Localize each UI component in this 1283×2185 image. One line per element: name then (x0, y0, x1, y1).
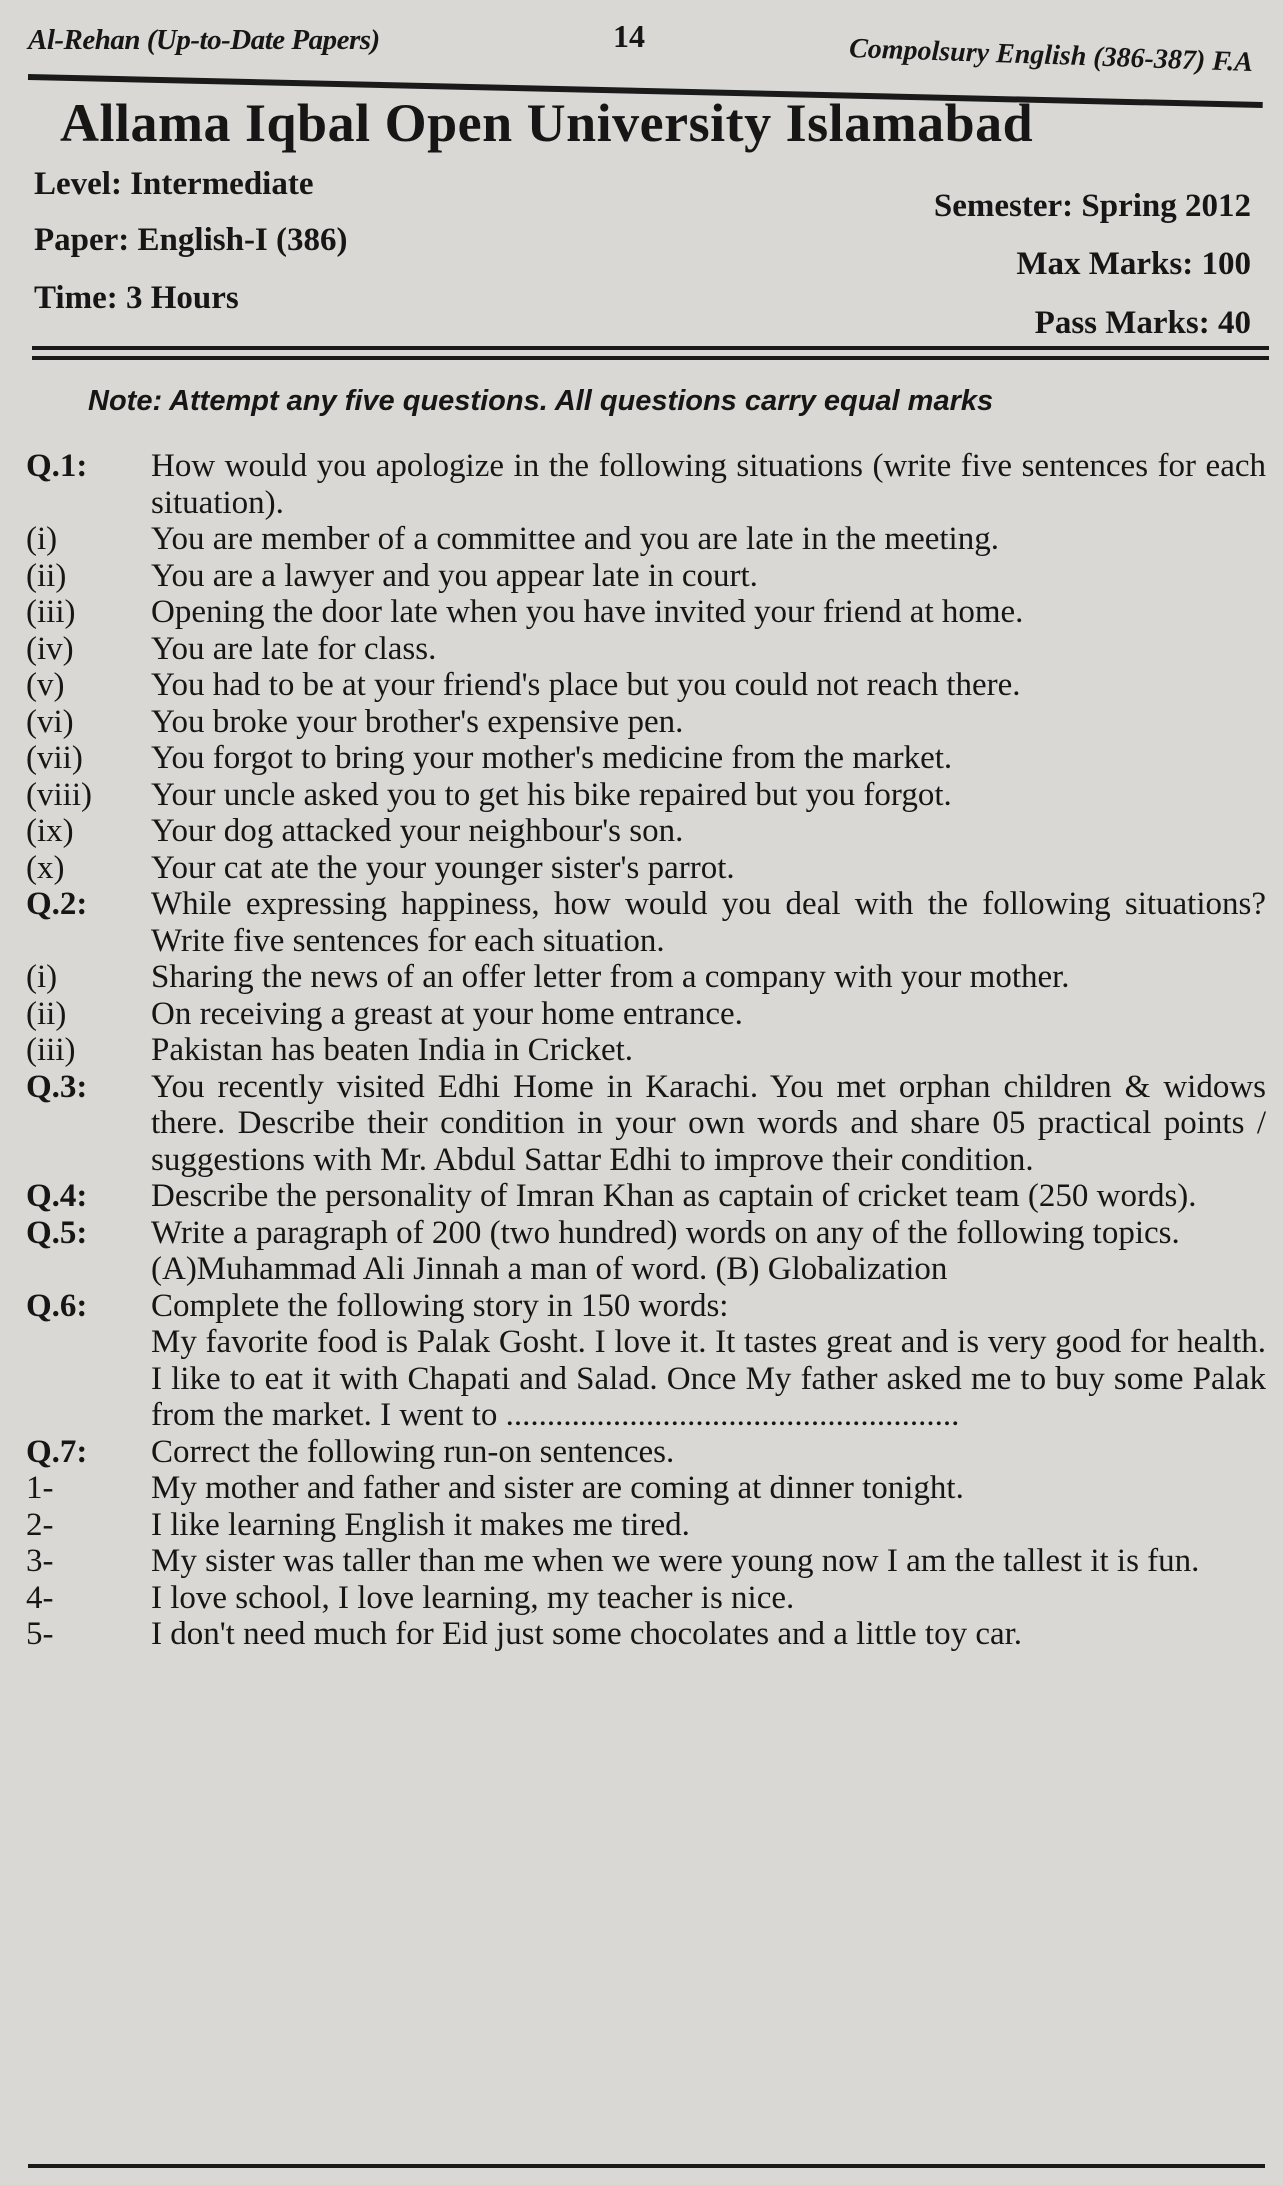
question-item-text: Sharing the news of an offer letter from a company with your mother. (151, 959, 1070, 995)
question (26, 1215, 1266, 1252)
question-number: Q.7: (26, 1433, 88, 1470)
question-item-number: (ii) (26, 995, 67, 1032)
max-marks-label: Max Marks: 100 (1016, 246, 1251, 282)
question-item-number: (iv) (26, 630, 74, 667)
question-item (26, 631, 1266, 668)
question-text: Complete the following story in 150 words: (151, 1287, 729, 1324)
question-number: Q.5: (26, 1214, 88, 1251)
question-text: While expressing happiness, how would you deal with the following situations? Write five sentences for each situation. (151, 886, 1266, 959)
question-item-number: (vi) (26, 703, 74, 740)
question-item-number: (v) (26, 667, 65, 703)
question-item (26, 667, 1266, 704)
question-item (26, 813, 1266, 850)
instructions-note: Note: Attempt any five questions. All questions carry equal marks (88, 385, 994, 417)
question-item-number: 1- (26, 1470, 54, 1506)
question-item (26, 1616, 1266, 1653)
question-item-text: On receiving a greast at your home entrance. (151, 995, 743, 1032)
question-text: Describe the personality of Imran Khan as captain of cricket team (250 words). (151, 1178, 1197, 1214)
question-item-text: Your uncle asked you to get his bike repaired but you forgot. (151, 776, 952, 813)
question-item (26, 1032, 1266, 1069)
question (26, 1434, 1266, 1471)
question-item-number: 5- (26, 1616, 54, 1652)
question-item-number: (ii) (26, 557, 67, 594)
question-item-text: You are a lawyer and you appear late in court. (151, 557, 758, 594)
question-item-number: (i) (26, 521, 58, 557)
question-number: Q.2: (26, 886, 88, 922)
question-item-number: (x) (26, 849, 65, 886)
question-item (26, 850, 1266, 887)
running-header (28, 18, 1259, 79)
question-item-number: (vii) (26, 740, 83, 776)
question-item-text: My sister was taller than me when we were young now I am the tallest it is fun. (151, 1543, 1200, 1579)
question-item-text: You are member of a committee and you are late in the meeting. (151, 521, 999, 557)
question-item (26, 1580, 1266, 1617)
question-item-text: Pakistan has beaten India in Cricket. (151, 1032, 634, 1068)
meta-divider-bottom (32, 356, 1269, 360)
question-number: Q.4: (26, 1178, 88, 1214)
question-item (26, 777, 1266, 814)
subject-title: Compolsury English (386-387) F.A (848, 32, 1254, 79)
question-item-text: Your cat ate the your younger sister's parrot. (151, 849, 735, 886)
question-item (26, 1251, 1266, 1288)
question (26, 448, 1266, 521)
paper-label: Paper: English-I (386) (34, 222, 348, 258)
question-item-number: (iii) (26, 594, 76, 630)
question-item (26, 1470, 1266, 1507)
page-number: 14 (613, 18, 645, 54)
question-item-text: You are late for class. (151, 630, 437, 667)
semester-label: Semester: Spring 2012 (933, 188, 1251, 224)
question-item-text: My favorite food is Palak Gosht. I love it. It tastes great and is very good for health. I like to eat it with Chapati and Salad. Once My father asked me to buy some Palak from the market. I went to ....................................................... (151, 1324, 1266, 1433)
question-item (26, 740, 1266, 777)
question-item (26, 1543, 1266, 1580)
question-item (26, 594, 1266, 631)
question-item-number: 2- (26, 1506, 54, 1543)
footer-divider (28, 2164, 1265, 2168)
question-item (26, 1507, 1266, 1544)
question-item-number: (iii) (26, 1032, 76, 1068)
question-item-text: Your dog attacked your neighbour's son. (151, 813, 684, 849)
publisher-name: Al-Rehan (Up-to-Date Papers) (28, 24, 380, 56)
questions-list (26, 448, 1266, 1653)
question-item (26, 959, 1266, 996)
time-label: Time: 3 Hours (34, 280, 239, 316)
level-label: Level: Intermediate (34, 166, 314, 202)
question-item (26, 996, 1266, 1033)
question-item (26, 521, 1266, 558)
meta-divider-top (32, 346, 1269, 350)
question-text: You recently visited Edhi Home in Karachi. You met orphan children & widows there. Describe their condition in your own words and share 05 practical points / suggestions with Mr. Abdul Sattar Edhi to improve their condition. (151, 1068, 1266, 1178)
pass-marks-label: Pass Marks: 40 (1034, 305, 1251, 341)
question (26, 1288, 1266, 1325)
question-number: Q.1: (26, 448, 88, 484)
question-text: Correct the following run-on sentences. (151, 1433, 675, 1470)
question-text: How would you apologize in the following situations (write five sentences for each situation). (151, 448, 1266, 521)
question-item-number (26, 1324, 151, 1434)
question-item (26, 1324, 1266, 1434)
question-item-text: Opening the door late when you have invited your friend at home. (151, 594, 1024, 630)
question-item-number: 4- (26, 1579, 54, 1616)
question-number: Q.6: (26, 1287, 88, 1324)
question-item-text: You had to be at your friend's place but you could not reach there. (151, 667, 1021, 703)
question-item-text: I love school, I love learning, my teacher is nice. (151, 1579, 795, 1616)
question-item-number: (i) (26, 959, 58, 995)
question-item-number: 3- (26, 1543, 54, 1579)
question-item (26, 558, 1266, 595)
question (26, 1069, 1266, 1179)
question (26, 886, 1266, 959)
university-title: Allama Iqbal Open University Islamabad (60, 93, 1034, 153)
question-item (26, 704, 1266, 741)
question-item-text: My mother and father and sister are coming at dinner tonight. (151, 1470, 964, 1506)
question-item-number (26, 1251, 151, 1288)
question-item-number: (viii) (26, 776, 92, 813)
question (26, 1178, 1266, 1215)
question-text: Write a paragraph of 200 (two hundred) words on any of the following topics. (151, 1214, 1180, 1251)
question-item-text: I don't need much for Eid just some chocolates and a little toy car. (151, 1616, 1023, 1652)
question-item-text: I like learning English it makes me tired. (151, 1506, 690, 1543)
question-item-text: (A)Muhammad Ali Jinnah a man of word. (B) Globalization (151, 1251, 948, 1287)
question-item-text: You broke your brother's expensive pen. (151, 703, 684, 740)
question-number: Q.3: (26, 1068, 88, 1105)
question-item-text: You forgot to bring your mother's medicine from the market. (151, 740, 953, 776)
question-item-number: (ix) (26, 813, 74, 849)
